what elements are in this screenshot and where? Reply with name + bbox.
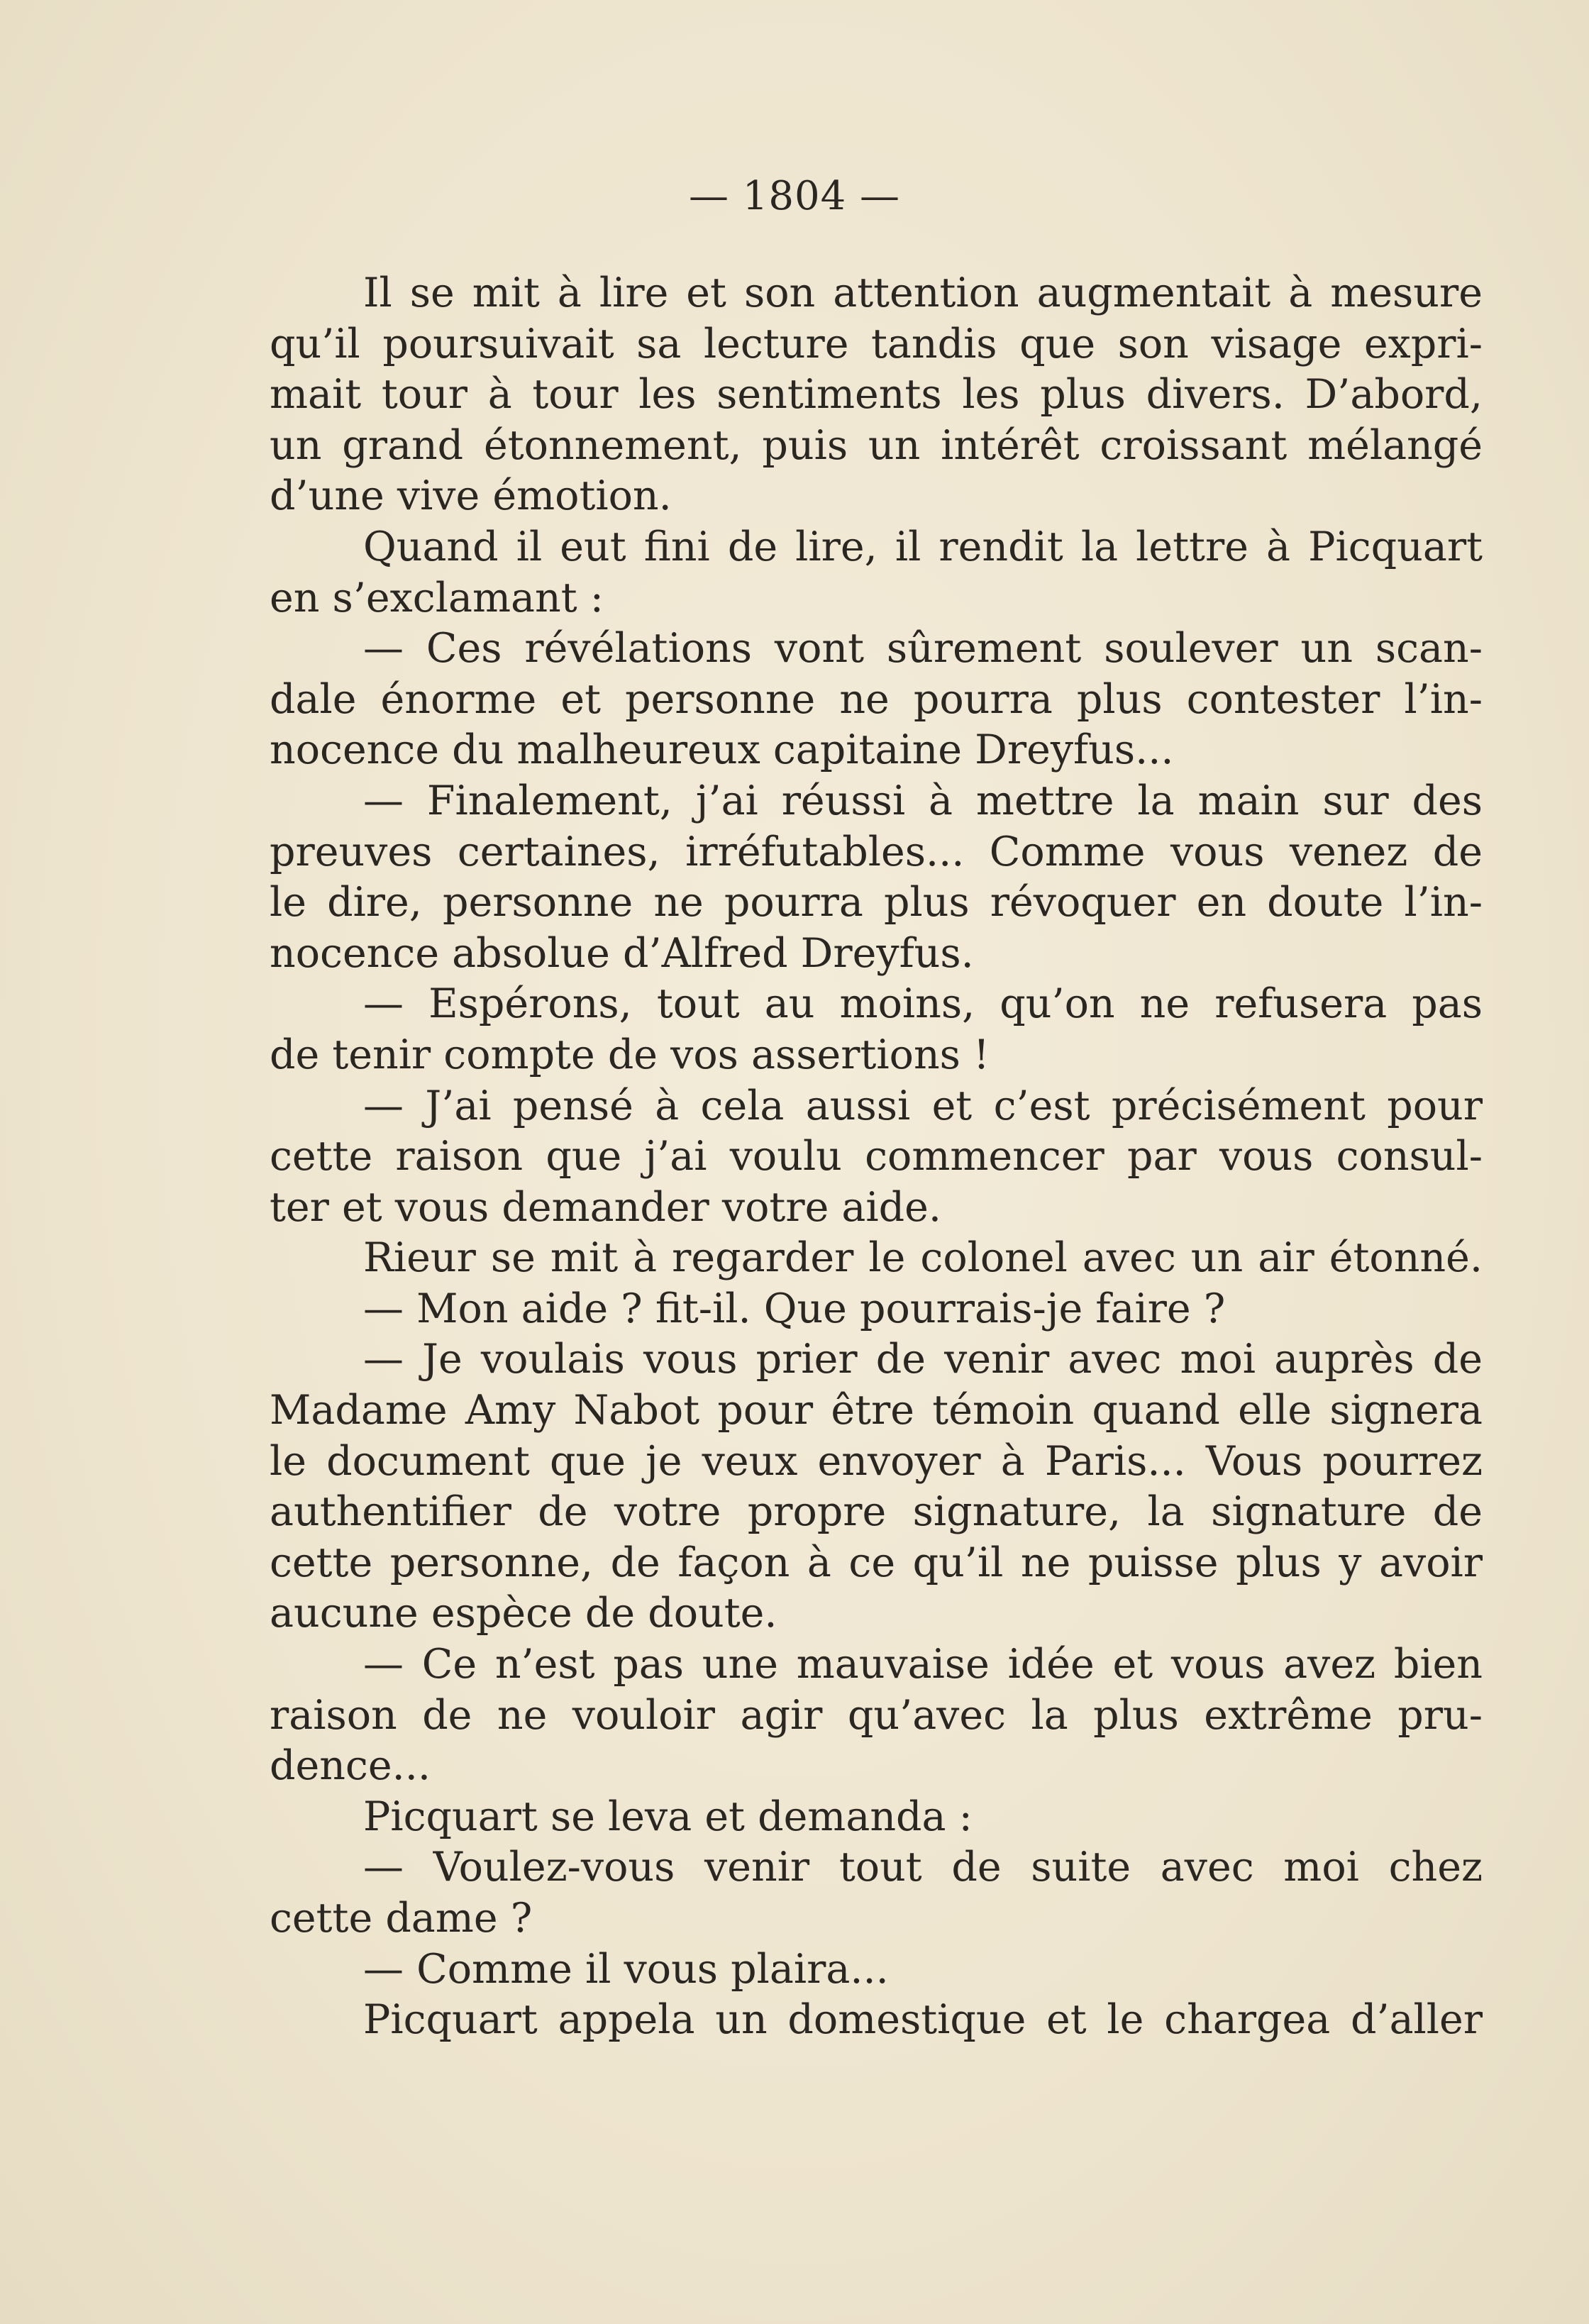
text-line: nocence du malheureux capitaine Dreyfus... bbox=[270, 726, 1174, 774]
body-text bbox=[270, 268, 1483, 2046]
text-line: un grand étonnement, puis un intérêt croissant mélangé bbox=[270, 421, 1483, 469]
text-line: nocence absolue d’Alfred Dreyfus. bbox=[270, 929, 974, 977]
text-line: — Ce n’est pas une mauvaise idée et vous avez bien bbox=[363, 1641, 1483, 1688]
text-line: cette personne, de façon à ce qu’il ne puisse plus y avoir bbox=[270, 1539, 1483, 1586]
text-line: cette dame ? bbox=[270, 1895, 533, 1942]
page-number: — 1804 — bbox=[688, 173, 901, 219]
text-line: qu’il poursuivait sa lecture tandis que son visage expri- bbox=[270, 320, 1483, 367]
text-line: ter et vous demander votre aide. bbox=[270, 1183, 941, 1231]
text-line: raison de ne vouloir agir qu’avec la plus extrême pru- bbox=[270, 1691, 1483, 1739]
text-line: — Mon aide ? fit-il. Que pourrais-je faire ? bbox=[363, 1285, 1226, 1332]
text-line: en s’exclamant : bbox=[270, 574, 604, 621]
text-line: authentifier de votre propre signature, la signature de bbox=[270, 1488, 1483, 1536]
text-line: preuves certaines, irréfutables... Comme vous venez de bbox=[270, 828, 1483, 875]
text-line: Picquart se leva et demanda : bbox=[363, 1793, 973, 1840]
text-line: le dire, personne ne pourra plus révoquer en doute l’in- bbox=[270, 879, 1483, 926]
text-line: — J’ai pensé à cela aussi et c’est précisément pour bbox=[363, 1082, 1483, 1129]
text-line: cette raison que j’ai voulu commencer par vous consul- bbox=[270, 1133, 1483, 1180]
text-line: Il se mit à lire et son attention augmentait à mesure bbox=[363, 270, 1483, 316]
text-line: Picquart appela un domestique et le chargea d’aller bbox=[363, 1996, 1483, 2044]
text-line: aucune espèce de doute. bbox=[270, 1590, 777, 1637]
text-line: Madame Amy Nabot pour être témoin quand elle signera bbox=[270, 1387, 1483, 1434]
text-line: le document que je veux envoyer à Paris... Vous pourrez bbox=[270, 1437, 1483, 1485]
text-line: Quand il eut fini de lire, il rendit la lettre à Picquart bbox=[363, 523, 1483, 570]
text-line: dence... bbox=[270, 1742, 431, 1790]
text-line: — Je voulais vous prier de venir avec moi auprès de bbox=[363, 1336, 1483, 1383]
text-line: dale énorme et personne ne pourra plus contester l’in- bbox=[270, 675, 1483, 723]
text-line: — Comme il vous plaira... bbox=[363, 1945, 889, 1993]
text-line: d’une vive émotion. bbox=[270, 472, 672, 520]
text-line: — Ces révélations vont sûrement soulever un scan- bbox=[363, 625, 1483, 673]
text-line: — Espérons, tout au moins, qu’on ne refusera pas bbox=[363, 980, 1483, 1028]
text-line: mait tour à tour les sentiments les plus divers. D’abord, bbox=[270, 371, 1483, 419]
text-line: de tenir compte de vos assertions ! bbox=[270, 1031, 990, 1078]
text-line: — Finalement, j’ai réussi à mettre la main sur des bbox=[363, 777, 1483, 824]
text-line: — Voulez-vous venir tout de suite avec moi chez bbox=[363, 1844, 1483, 1891]
text-line: Rieur se mit à regarder le colonel avec un air étonné. bbox=[363, 1234, 1483, 1282]
